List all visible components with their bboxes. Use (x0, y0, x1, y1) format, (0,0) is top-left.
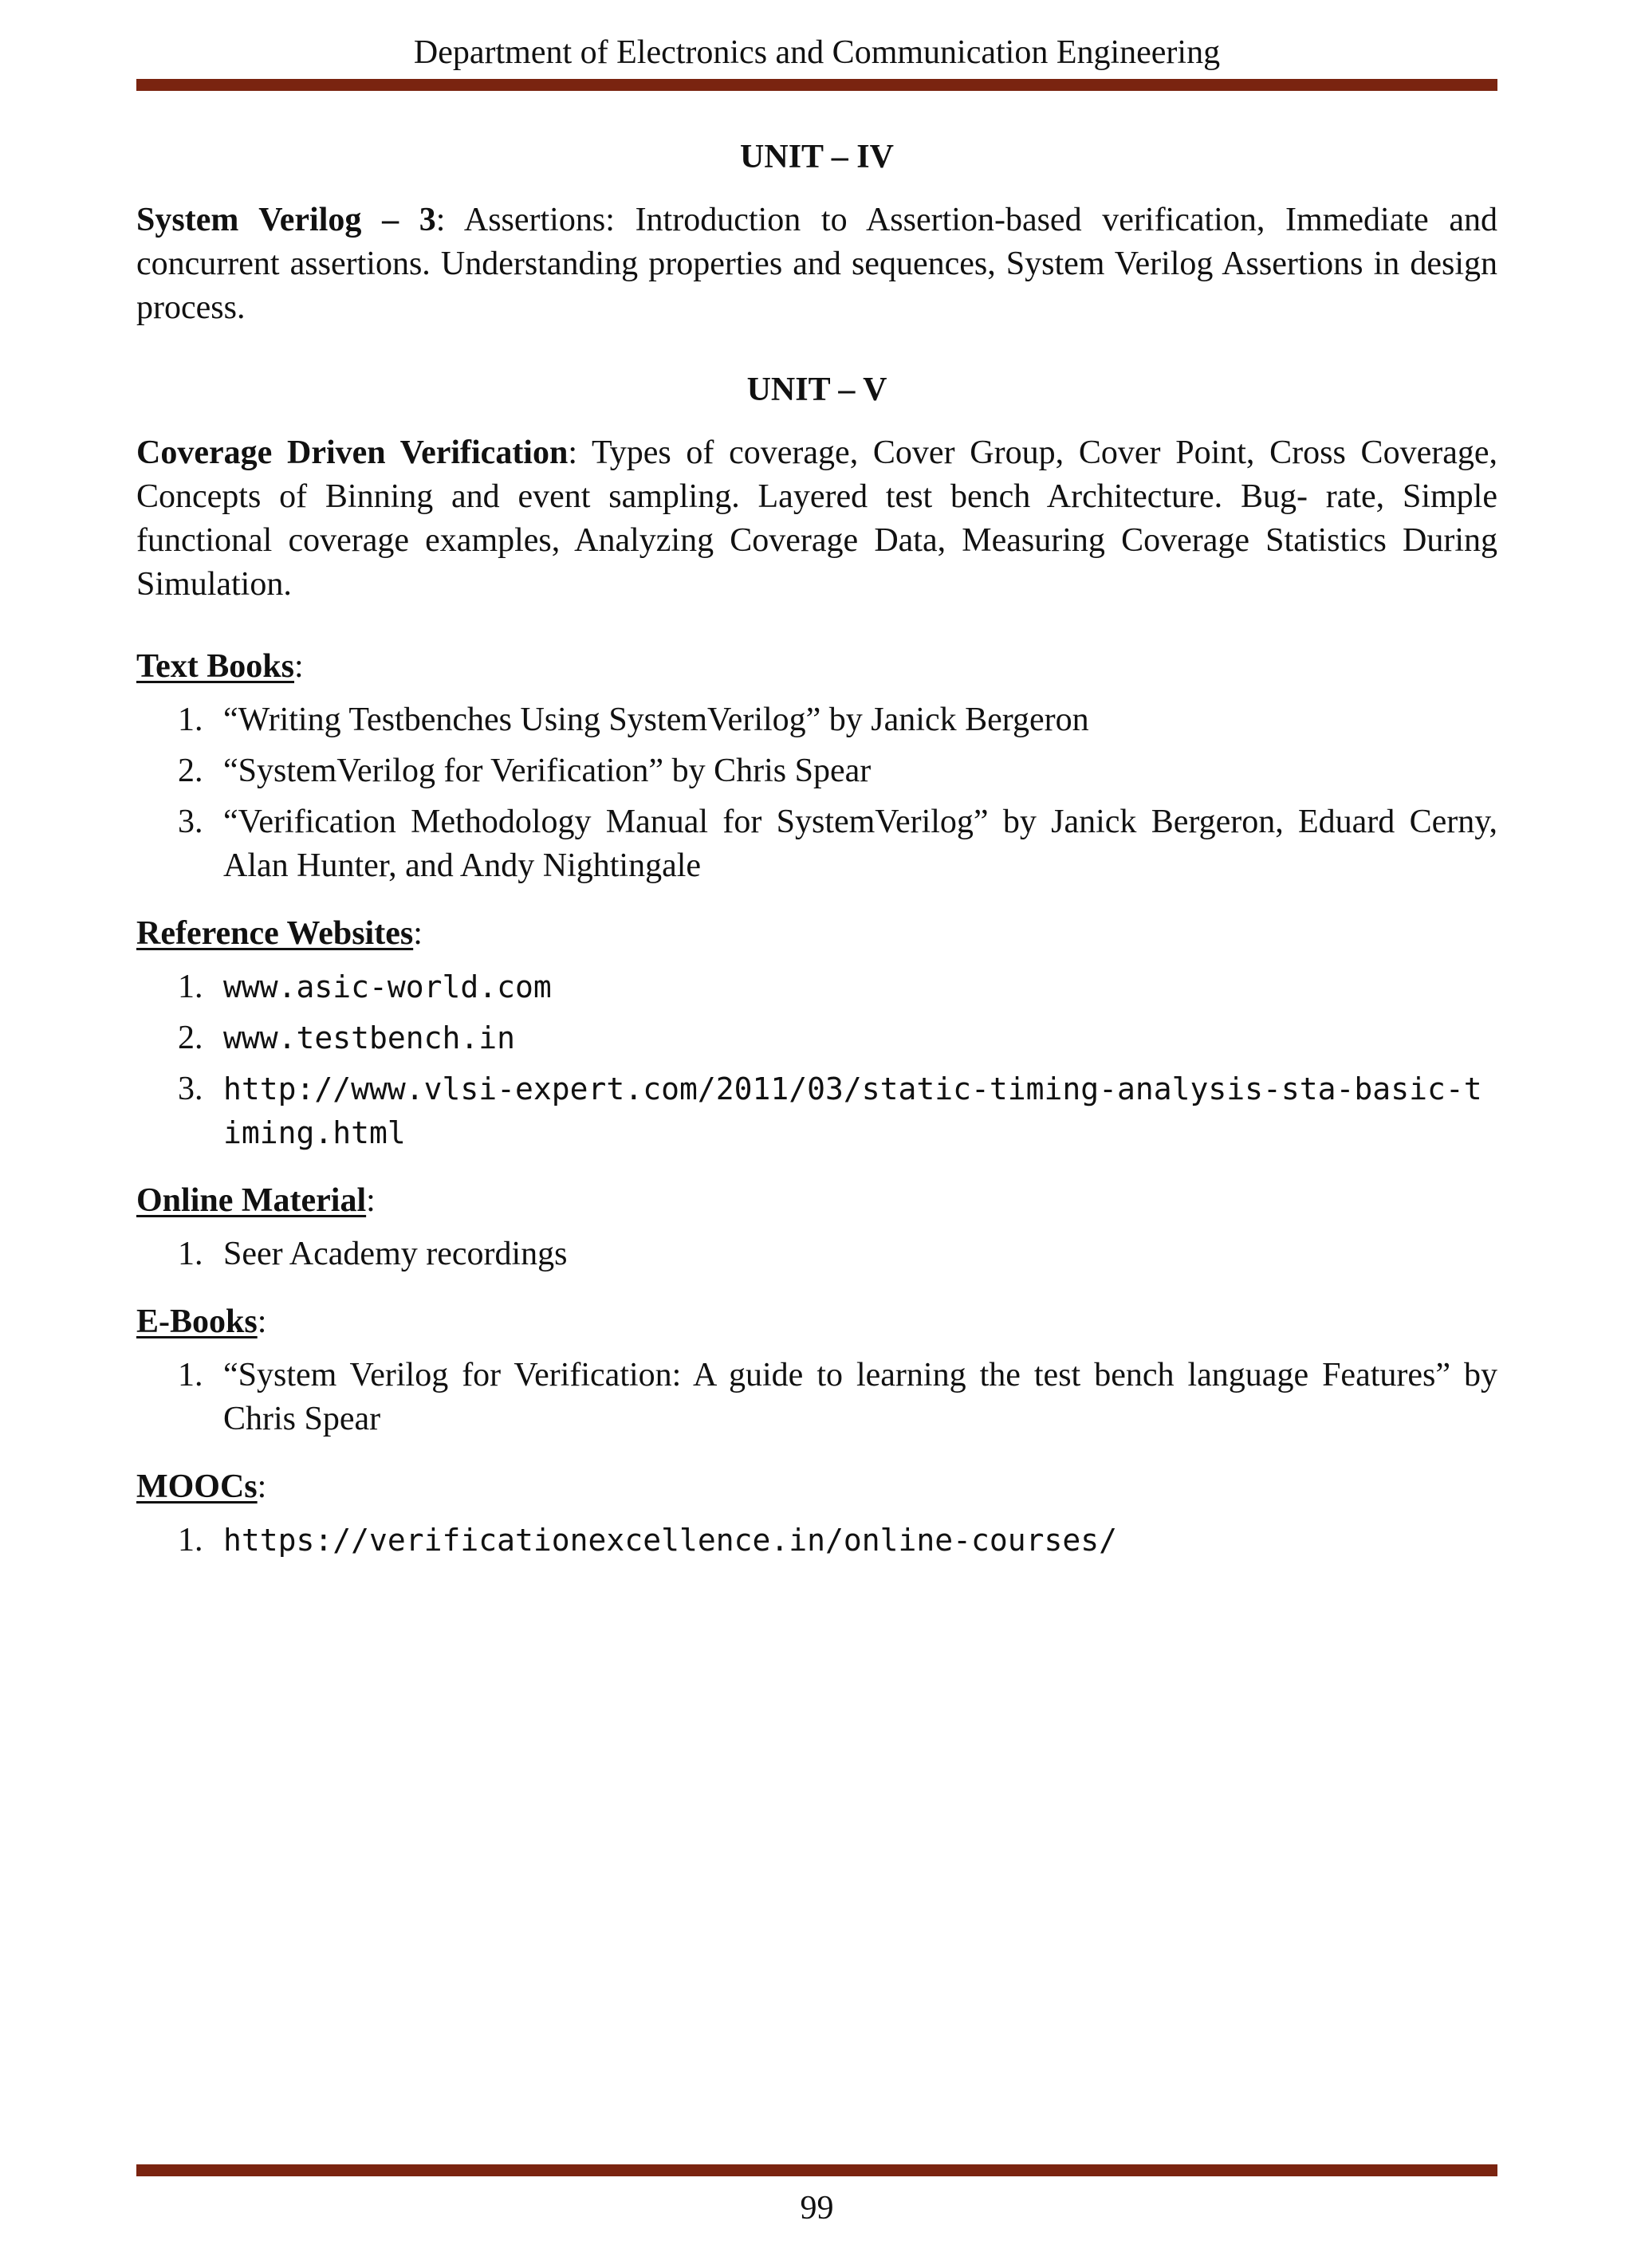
list-text: “Verification Methodology Manual for SystemVerilog” by Janick Bergeron, Eduard Cerny, Alan Hunter, and Andy Nightingale (223, 804, 1497, 884)
unit-iv-title: UNIT – IV (740, 139, 894, 175)
mooc-link[interactable]: https://verificationexcellence.in/online-courses/ (223, 1523, 1118, 1558)
unit-iv-lead: System Verilog – 3 (136, 202, 436, 238)
list-number: 1. (178, 1357, 203, 1393)
heading-colon: : (413, 915, 423, 952)
list-item (136, 1354, 1497, 1441)
list-item (136, 1232, 1497, 1276)
unit-v-lead: Coverage Driven Verification (136, 434, 569, 471)
heading-colon: : (257, 1303, 267, 1340)
list-number: 3. (178, 1071, 203, 1107)
list-text: Seer Academy recordings (223, 1236, 568, 1272)
online-material-heading-label: Online Material (136, 1182, 367, 1219)
website-link[interactable]: www.asic-world.com (223, 969, 552, 1004)
website-link[interactable]: www.testbench.in (223, 1020, 516, 1055)
list-number: 1. (178, 702, 203, 738)
list-number: 3. (178, 804, 203, 840)
reference-websites-heading (136, 912, 1497, 956)
page-content (136, 136, 1497, 1586)
page-header: Department of Electronics and Communication Engineering (413, 34, 1221, 71)
text-books-heading-label: Text Books (136, 648, 295, 685)
heading-colon: : (294, 648, 304, 685)
list-item (136, 1016, 1497, 1060)
unit-iv-body: : Assertions: Introduction to Assertion-based verification, Immediate and concurrent assertions. Understanding properties and sequences, System Verilog Assertions in design process. (136, 202, 1497, 326)
list-text: “SystemVerilog for Verification” by Chris Spear (223, 753, 872, 789)
moocs-list (136, 1519, 1497, 1562)
list-item (136, 800, 1497, 888)
ebooks-heading (136, 1300, 1497, 1344)
ebooks-list (136, 1354, 1497, 1441)
unit-v-body: : Types of coverage, Cover Group, Cover Point, Cross Coverage, Concepts of Binning and event sampling. Layered test bench Architecture. Bug- rate, Simple functional coverage examples, Analyzing Coverage Data, Measuring Coverage Statistics During Simulation. (136, 434, 1497, 603)
list-number: 1. (178, 1522, 203, 1559)
list-number: 2. (178, 753, 203, 789)
online-material-heading (136, 1179, 1497, 1223)
unit-v-title: UNIT – V (746, 371, 887, 408)
list-text: “Writing Testbenches Using SystemVerilog” by Janick Bergeron (223, 702, 1089, 738)
list-number: 2. (178, 1020, 203, 1056)
list-item (136, 749, 1497, 793)
list-text: “System Verilog for Verification: A guide to learning the test bench language Features” by Chris Spear (223, 1357, 1497, 1437)
heading-colon: : (257, 1468, 267, 1505)
list-item (136, 1067, 1497, 1155)
heading-colon: : (366, 1182, 376, 1219)
ebooks-heading-label: E-Books (136, 1303, 258, 1340)
list-number: 1. (178, 969, 203, 1005)
list-item (136, 1519, 1497, 1562)
online-material-list (136, 1232, 1497, 1276)
text-books-list (136, 698, 1497, 888)
text-books-heading (136, 645, 1497, 689)
website-link[interactable]: http://www.vlsi-expert.com/2011/03/static-timing-analysis-sta-basic-timing.html (223, 1071, 1482, 1150)
list-item (136, 698, 1497, 742)
page-number: 99 (800, 2190, 834, 2227)
unit-v-description (136, 431, 1497, 607)
moocs-heading (136, 1465, 1497, 1509)
moocs-heading-label: MOOCs (136, 1468, 258, 1505)
unit-iv-description (136, 198, 1497, 330)
list-item (136, 965, 1497, 1009)
footer-rule (136, 2164, 1497, 2176)
header-rule (136, 79, 1497, 91)
reference-websites-heading-label: Reference Websites (136, 915, 414, 952)
reference-websites-list (136, 965, 1497, 1155)
list-number: 1. (178, 1236, 203, 1272)
